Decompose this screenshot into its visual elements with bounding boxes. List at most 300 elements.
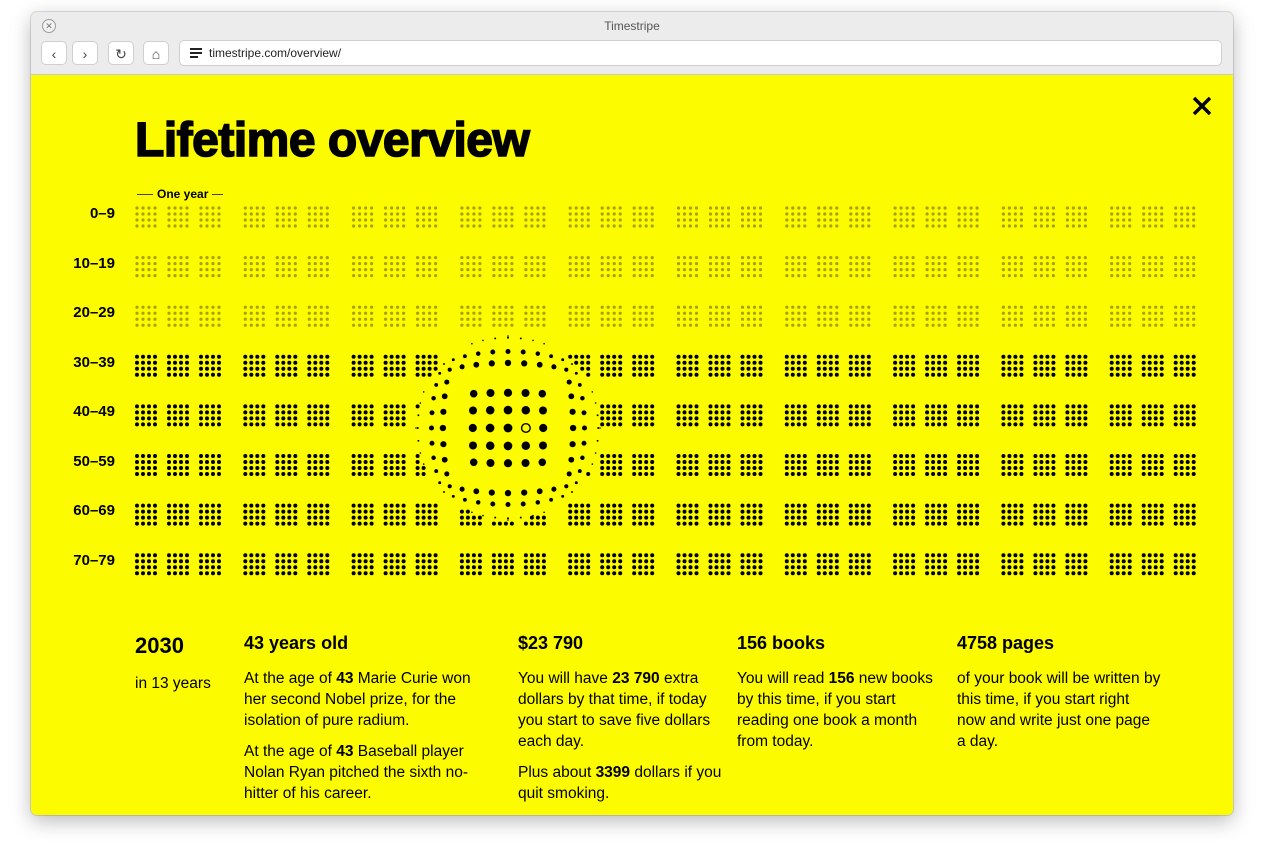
chevron-right-icon: › [82, 46, 88, 62]
future-week-dot [287, 404, 291, 408]
past-week-dot [1154, 274, 1157, 277]
future-week-dot [402, 466, 406, 470]
past-week-dot [906, 218, 909, 221]
past-week-dot [422, 318, 425, 321]
future-week-dot [1019, 416, 1023, 420]
past-week-dot [1110, 324, 1113, 327]
past-week-dot [370, 212, 373, 215]
past-week-dot [976, 206, 979, 209]
past-week-dot [416, 306, 419, 309]
past-week-dot [1116, 324, 1119, 327]
future-week-dot [689, 510, 693, 514]
past-week-dot [153, 256, 156, 259]
past-week-dot [1192, 206, 1195, 209]
past-week-dot [900, 324, 903, 327]
future-week-dot [835, 472, 839, 476]
future-week-dot [1186, 361, 1190, 365]
magnifier-lens[interactable] [415, 335, 601, 521]
future-week-dot [293, 565, 297, 569]
future-week-dot [753, 516, 757, 520]
past-week-dot [179, 212, 182, 215]
past-week-dot [1128, 224, 1131, 227]
past-week-dot [1142, 312, 1145, 315]
future-week-dot [1192, 367, 1196, 371]
past-week-dot [179, 206, 182, 209]
future-week-dot [1154, 565, 1158, 569]
future-week-dot [632, 410, 636, 414]
past-week-dot [1174, 324, 1177, 327]
past-week-dot [384, 218, 387, 221]
past-week-dot [976, 256, 979, 259]
future-week-dot [1116, 373, 1120, 377]
past-week-dot [1020, 256, 1023, 259]
home-button[interactable] [143, 41, 169, 65]
future-week-dot [1154, 553, 1158, 557]
past-week-dot [384, 268, 387, 271]
future-week-dot [153, 422, 157, 426]
past-week-dot [970, 218, 973, 221]
close-icon[interactable] [1191, 95, 1213, 117]
future-week-dot [600, 460, 604, 464]
future-week-dot [307, 466, 311, 470]
past-week-dot [370, 268, 373, 271]
past-week-dot [1020, 268, 1023, 271]
future-week-dot [709, 361, 713, 365]
future-week-dot [586, 565, 590, 569]
future-week-dot [785, 553, 789, 557]
past-week-dot [803, 274, 806, 277]
future-week-dot [205, 553, 209, 557]
future-week-dot [1122, 454, 1126, 458]
past-week-dot [434, 324, 437, 327]
future-week-dot [217, 373, 221, 377]
past-week-dot [504, 262, 507, 265]
future-week-dot [141, 410, 145, 414]
future-week-dot [1148, 416, 1152, 420]
future-week-dot [255, 472, 259, 476]
future-week-dot [1180, 355, 1184, 359]
past-week-dot [276, 306, 279, 309]
past-week-dot [314, 224, 317, 227]
future-week-dot [899, 422, 903, 426]
past-week-dot [1148, 256, 1151, 259]
future-week-dot [255, 510, 259, 514]
past-week-dot [926, 256, 929, 259]
past-week-dot [205, 324, 208, 327]
future-week-dot [1001, 565, 1005, 569]
past-week-dot [1128, 306, 1131, 309]
future-week-dot [1186, 416, 1190, 420]
past-week-dot [256, 262, 259, 265]
past-week-dot [460, 274, 463, 277]
future-week-dot [1033, 553, 1037, 557]
future-week-dot [319, 361, 323, 365]
future-week-dot [618, 404, 622, 408]
future-week-dot [167, 553, 171, 557]
past-week-dot [695, 324, 698, 327]
year-block [677, 206, 762, 227]
past-week-dot [797, 218, 800, 221]
future-week-dot [1142, 571, 1146, 575]
future-week-dot [899, 404, 903, 408]
past-week-dot [651, 218, 654, 221]
future-week-dot [261, 571, 265, 575]
past-week-dot [829, 224, 832, 227]
past-week-dot [370, 312, 373, 315]
future-week-dot [829, 454, 833, 458]
future-week-dot [153, 454, 157, 458]
future-week-dot [1001, 472, 1005, 476]
future-week-dot [905, 522, 909, 526]
future-week-dot [644, 522, 648, 526]
future-week-dot [803, 559, 807, 563]
future-week-dot [281, 373, 285, 377]
past-week-dot [1142, 218, 1145, 221]
past-week-dot [1078, 312, 1081, 315]
future-week-dot [1051, 522, 1055, 526]
past-week-dot [581, 324, 584, 327]
future-week-dot [835, 361, 839, 365]
future-week-dot [849, 373, 853, 377]
future-week-dot [905, 367, 909, 371]
past-week-dot [314, 212, 317, 215]
past-week-dot [205, 206, 208, 209]
past-week-dot [1160, 306, 1163, 309]
past-week-dot [894, 306, 897, 309]
past-week-dot [294, 274, 297, 277]
past-week-dot [944, 306, 947, 309]
past-week-dot [498, 318, 501, 321]
future-week-dot [1174, 416, 1178, 420]
magnified-week-dot [532, 515, 534, 517]
future-week-dot [600, 404, 604, 408]
future-week-dot [205, 422, 209, 426]
future-week-dot [1033, 472, 1037, 476]
future-week-dot [931, 522, 935, 526]
future-week-dot [1051, 460, 1055, 464]
future-week-dot [1051, 559, 1055, 563]
future-week-dot [899, 504, 903, 508]
past-week-dot [689, 256, 692, 259]
future-week-dot [1039, 571, 1043, 575]
future-week-dot [281, 522, 285, 526]
future-week-dot [390, 460, 394, 464]
future-week-dot [817, 504, 821, 508]
future-week-dot [530, 571, 534, 575]
past-week-dot [633, 324, 636, 327]
year-block [460, 553, 546, 575]
past-week-dot [1110, 312, 1113, 315]
past-week-dot [416, 268, 419, 271]
past-week-dot [894, 212, 897, 215]
past-week-dot [976, 324, 979, 327]
future-week-dot [893, 553, 897, 557]
past-week-dot [645, 306, 648, 309]
future-week-dot [1128, 522, 1132, 526]
future-week-dot [1142, 422, 1146, 426]
future-week-dot [498, 522, 502, 526]
reload-button[interactable] [108, 41, 134, 65]
past-week-dot [587, 206, 590, 209]
future-week-dot [612, 565, 616, 569]
past-week-dot [498, 262, 501, 265]
year-block [568, 553, 654, 575]
past-week-dot [721, 224, 724, 227]
future-week-dot [829, 516, 833, 520]
past-week-dot [314, 312, 317, 315]
past-week-dot [1078, 224, 1081, 227]
future-week-dot [1007, 404, 1011, 408]
future-week-dot [261, 522, 265, 526]
one-year-scale [137, 187, 223, 201]
future-week-dot [644, 466, 648, 470]
future-week-dot [925, 504, 929, 508]
future-week-dot [416, 565, 420, 569]
future-week-dot [727, 416, 731, 420]
future-week-dot [1051, 553, 1055, 557]
past-week-dot [1148, 218, 1151, 221]
past-week-dot [715, 318, 718, 321]
past-week-dot [1186, 262, 1189, 265]
future-week-dot [1148, 454, 1152, 458]
row-label: 50–59 [73, 453, 115, 470]
stat-age-fact: At the age of 43 Baseball player Nolan Ryan pitched the sixth no-hitter of his career. [244, 743, 469, 802]
past-week-dot [1046, 324, 1049, 327]
future-week-dot [428, 355, 432, 359]
past-week-dot [1040, 218, 1043, 221]
past-week-dot [536, 206, 539, 209]
future-week-dot [849, 472, 853, 476]
past-week-dot [390, 274, 393, 277]
past-week-dot [855, 274, 858, 277]
past-week-dot [759, 224, 762, 227]
future-week-dot [1065, 571, 1069, 575]
future-week-dot [261, 410, 265, 414]
past-week-dot [894, 312, 897, 315]
future-week-dot [275, 571, 279, 575]
future-week-dot [1013, 504, 1017, 508]
future-week-dot [466, 553, 470, 557]
future-week-dot [167, 466, 171, 470]
future-week-dot [867, 522, 871, 526]
future-week-dot [829, 466, 833, 470]
future-week-dot [281, 416, 285, 420]
future-week-dot [492, 559, 496, 563]
past-week-dot [849, 218, 852, 221]
past-week-dot [1002, 224, 1005, 227]
future-week-dot [1192, 559, 1196, 563]
past-week-dot [709, 306, 712, 309]
future-week-dot [217, 367, 221, 371]
past-week-dot [1142, 274, 1145, 277]
past-week-dot [797, 312, 800, 315]
future-week-dot [1007, 454, 1011, 458]
past-week-dot [1142, 324, 1145, 327]
future-week-dot [422, 361, 426, 365]
forward-button[interactable] [72, 41, 98, 65]
past-week-dot [1122, 224, 1125, 227]
past-week-dot [1078, 306, 1081, 309]
future-week-dot [606, 504, 610, 508]
future-week-dot [855, 472, 859, 476]
future-week-dot [943, 571, 947, 575]
past-week-dot [867, 268, 870, 271]
future-week-dot [1033, 522, 1037, 526]
past-week-dot [504, 318, 507, 321]
future-week-dot [817, 472, 821, 476]
future-week-dot [1122, 422, 1126, 426]
magnified-week-dot [442, 393, 448, 399]
future-week-dot [803, 460, 807, 464]
future-week-dot [963, 565, 967, 569]
future-week-dot [1051, 373, 1055, 377]
past-week-dot [524, 268, 527, 271]
future-week-dot [325, 410, 329, 414]
past-week-dot [677, 274, 680, 277]
future-week-dot [1065, 422, 1069, 426]
future-week-dot [1083, 422, 1087, 426]
future-week-dot [893, 454, 897, 458]
back-button[interactable] [41, 41, 67, 65]
future-week-dot [179, 559, 183, 563]
future-week-dot [293, 367, 297, 371]
magnified-week-dot [460, 364, 465, 369]
past-week-dot [1160, 224, 1163, 227]
future-week-dot [600, 559, 604, 563]
past-week-dot [741, 206, 744, 209]
past-week-dot [619, 224, 622, 227]
past-week-dot [320, 218, 323, 221]
future-week-dot [1180, 522, 1184, 526]
past-week-dot [282, 268, 285, 271]
past-week-dot [944, 262, 947, 265]
past-week-dot [727, 312, 730, 315]
future-week-dot [618, 460, 622, 464]
past-week-dot [683, 256, 686, 259]
future-week-dot [835, 416, 839, 420]
future-week-dot [963, 404, 967, 408]
past-week-dot [1084, 324, 1087, 327]
future-week-dot [957, 504, 961, 508]
future-week-dot [747, 460, 751, 464]
future-week-dot [173, 460, 177, 464]
future-week-dot [727, 571, 731, 575]
future-week-dot [937, 361, 941, 365]
future-week-dot [319, 559, 323, 563]
close-window-icon[interactable]: ✕ [42, 19, 56, 33]
future-week-dot [632, 565, 636, 569]
past-week-dot [326, 206, 329, 209]
future-week-dot [173, 510, 177, 514]
past-week-dot [926, 224, 929, 227]
future-week-dot [460, 516, 464, 520]
future-week-dot [1071, 472, 1075, 476]
future-week-dot [650, 416, 654, 420]
past-week-dot [185, 306, 188, 309]
future-week-dot [325, 504, 329, 508]
future-week-dot [867, 553, 871, 557]
future-week-dot [249, 466, 253, 470]
future-week-dot [434, 510, 438, 514]
current-week-dot[interactable] [522, 424, 531, 433]
future-week-dot [199, 410, 203, 414]
future-week-dot [715, 416, 719, 420]
past-week-dot [835, 262, 838, 265]
future-week-dot [1051, 367, 1055, 371]
future-week-dot [243, 422, 247, 426]
past-week-dot [715, 312, 718, 315]
future-week-dot [759, 416, 763, 420]
past-week-dot [823, 212, 826, 215]
address-bar[interactable] [179, 40, 1222, 66]
past-week-dot [326, 256, 329, 259]
past-week-dot [651, 212, 654, 215]
past-week-dot [683, 262, 686, 265]
future-week-dot [135, 361, 139, 365]
future-week-dot [791, 404, 795, 408]
future-week-dot [422, 472, 426, 476]
past-week-dot [817, 306, 820, 309]
future-week-dot [293, 553, 297, 557]
future-week-dot [1148, 355, 1152, 359]
future-week-dot [1142, 460, 1146, 464]
past-week-dot [715, 262, 718, 265]
year-block [1001, 355, 1087, 377]
past-week-dot [472, 262, 475, 265]
future-week-dot [829, 559, 833, 563]
year-block [352, 504, 438, 526]
future-week-dot [727, 422, 731, 426]
past-week-dot [422, 324, 425, 327]
past-week-dot [829, 212, 832, 215]
future-week-dot [293, 454, 297, 458]
past-week-dot [727, 256, 730, 259]
future-week-dot [709, 454, 713, 458]
past-week-dot [422, 268, 425, 271]
past-week-dot [1002, 274, 1005, 277]
future-week-dot [753, 361, 757, 365]
past-week-dot [601, 306, 604, 309]
future-week-dot [855, 504, 859, 508]
past-week-dot [510, 256, 513, 259]
future-week-dot [943, 361, 947, 365]
future-week-dot [1174, 367, 1178, 371]
future-week-dot [899, 516, 903, 520]
future-week-dot [211, 361, 215, 365]
past-week-dot [932, 274, 935, 277]
future-week-dot [677, 510, 681, 514]
past-week-dot [276, 224, 279, 227]
year-block [135, 306, 220, 327]
future-week-dot [1160, 416, 1164, 420]
future-week-dot [217, 504, 221, 508]
past-week-dot [492, 224, 495, 227]
past-week-dot [721, 274, 724, 277]
future-week-dot [1065, 510, 1069, 514]
past-week-dot [256, 256, 259, 259]
future-week-dot [1083, 571, 1087, 575]
year-block [1110, 355, 1196, 377]
future-week-dot [1039, 404, 1043, 408]
past-week-dot [651, 312, 654, 315]
past-week-dot [384, 224, 387, 227]
future-week-dot [943, 565, 947, 569]
future-week-dot [855, 466, 859, 470]
past-week-dot [1128, 312, 1131, 315]
future-week-dot [606, 472, 610, 476]
past-week-dot [542, 306, 545, 309]
past-week-dot [829, 256, 832, 259]
